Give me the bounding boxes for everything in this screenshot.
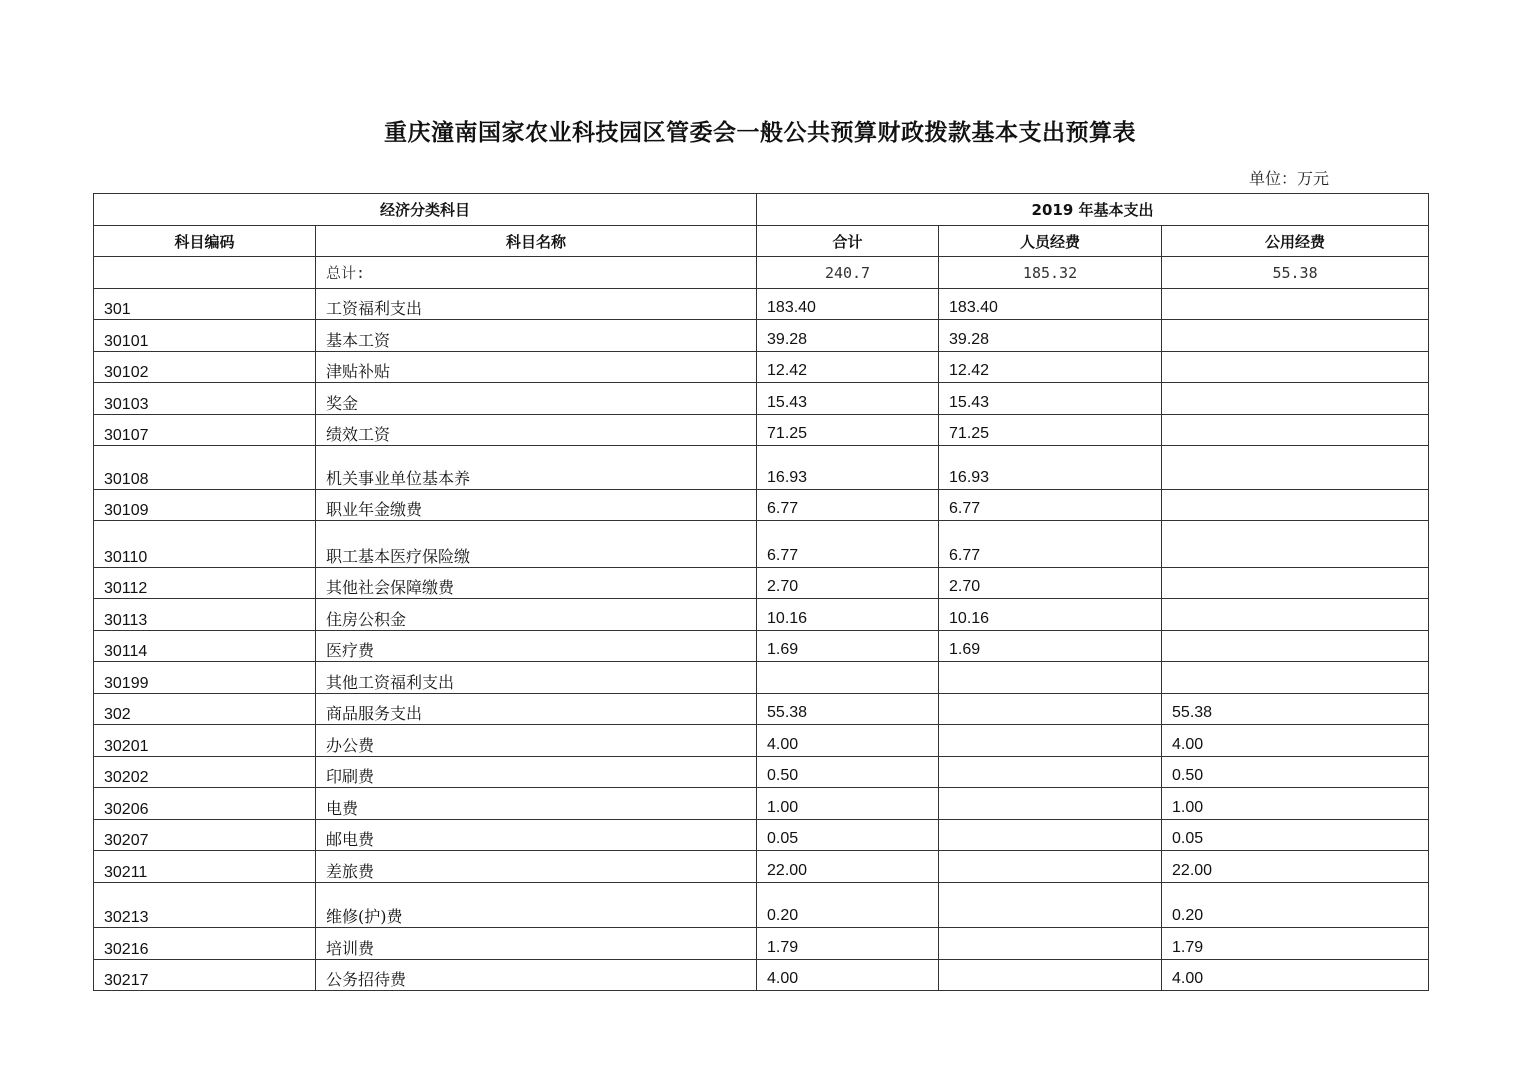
row-code: 30207 — [94, 820, 316, 851]
row-name: 绩效工资 — [316, 415, 757, 446]
row-name: 津贴补贴 — [316, 352, 757, 383]
row-personnel — [939, 694, 1162, 725]
row-public: 22.00 — [1162, 851, 1429, 883]
table-row — [94, 851, 1429, 883]
row-public: 55.38 — [1162, 694, 1429, 725]
header-total: 合计 — [757, 226, 939, 257]
row-personnel: 10.16 — [939, 599, 1162, 631]
row-name: 维修(护)费 — [316, 883, 757, 928]
row-code: 30199 — [94, 662, 316, 694]
column-header-row — [94, 226, 1429, 257]
table-row — [94, 446, 1429, 490]
table-row — [94, 788, 1429, 820]
row-code: 30201 — [94, 725, 316, 757]
row-personnel: 1.69 — [939, 631, 1162, 662]
row-personnel — [939, 960, 1162, 991]
row-total: 2.70 — [757, 568, 939, 599]
header-code: 科目编码 — [94, 226, 316, 257]
table-row — [94, 568, 1429, 599]
row-total: 0.05 — [757, 820, 939, 851]
row-total: 10.16 — [757, 599, 939, 631]
row-name: 基本工资 — [316, 320, 757, 352]
row-public — [1162, 631, 1429, 662]
row-code: 30211 — [94, 851, 316, 883]
row-code: 30213 — [94, 883, 316, 928]
total-amount: 240.7 — [757, 257, 939, 289]
table-row — [94, 960, 1429, 991]
table-row — [94, 490, 1429, 521]
row-total: 0.50 — [757, 757, 939, 788]
row-code: 30101 — [94, 320, 316, 352]
row-public: 0.05 — [1162, 820, 1429, 851]
row-name: 工资福利支出 — [316, 289, 757, 320]
row-personnel — [939, 788, 1162, 820]
row-code: 30217 — [94, 960, 316, 991]
row-code: 30202 — [94, 757, 316, 788]
table-row — [94, 662, 1429, 694]
row-public — [1162, 446, 1429, 490]
table-row — [94, 883, 1429, 928]
row-total: 16.93 — [757, 446, 939, 490]
table-row — [94, 757, 1429, 788]
table-row — [94, 694, 1429, 725]
row-code: 30216 — [94, 928, 316, 960]
row-personnel: 71.25 — [939, 415, 1162, 446]
row-public — [1162, 599, 1429, 631]
row-code: 302 — [94, 694, 316, 725]
row-public: 0.20 — [1162, 883, 1429, 928]
row-personnel: 6.77 — [939, 490, 1162, 521]
row-personnel — [939, 851, 1162, 883]
row-personnel: 2.70 — [939, 568, 1162, 599]
row-code: 30109 — [94, 490, 316, 521]
row-total: 6.77 — [757, 490, 939, 521]
group-header-row — [94, 194, 1429, 226]
row-personnel — [939, 883, 1162, 928]
table-row — [94, 820, 1429, 851]
row-code: 301 — [94, 289, 316, 320]
row-total — [757, 662, 939, 694]
row-code: 30112 — [94, 568, 316, 599]
row-code: 30108 — [94, 446, 316, 490]
table-row — [94, 383, 1429, 415]
total-row — [94, 257, 1429, 289]
row-public — [1162, 352, 1429, 383]
row-name: 机关事业单位基本养 — [316, 446, 757, 490]
row-name: 培训费 — [316, 928, 757, 960]
row-total: 6.77 — [757, 521, 939, 568]
row-personnel: 16.93 — [939, 446, 1162, 490]
table-row — [94, 415, 1429, 446]
row-code: 30114 — [94, 631, 316, 662]
row-total: 15.43 — [757, 383, 939, 415]
row-public: 4.00 — [1162, 960, 1429, 991]
row-public — [1162, 662, 1429, 694]
row-code: 30102 — [94, 352, 316, 383]
total-public: 55.38 — [1162, 257, 1429, 289]
row-total: 1.69 — [757, 631, 939, 662]
row-public — [1162, 289, 1429, 320]
row-name: 其他社会保障缴费 — [316, 568, 757, 599]
page-title: 重庆潼南国家农业科技园区管委会一般公共预算财政拨款基本支出预算表 — [384, 120, 1136, 146]
table-row — [94, 320, 1429, 352]
row-name: 奖金 — [316, 383, 757, 415]
table-row — [94, 599, 1429, 631]
row-name: 职业年金缴费 — [316, 490, 757, 521]
total-label: 总计: — [316, 257, 757, 289]
row-personnel: 6.77 — [939, 521, 1162, 568]
row-name: 住房公积金 — [316, 599, 757, 631]
row-public: 1.00 — [1162, 788, 1429, 820]
table-row — [94, 521, 1429, 568]
row-code: 30110 — [94, 521, 316, 568]
row-personnel — [939, 928, 1162, 960]
row-total: 0.20 — [757, 883, 939, 928]
row-name: 其他工资福利支出 — [316, 662, 757, 694]
row-name: 商品服务支出 — [316, 694, 757, 725]
table-row — [94, 928, 1429, 960]
row-total: 1.79 — [757, 928, 939, 960]
row-public: 1.79 — [1162, 928, 1429, 960]
row-personnel: 39.28 — [939, 320, 1162, 352]
row-total: 12.42 — [757, 352, 939, 383]
unit-label: 单位：万元 — [1249, 169, 1330, 188]
row-name: 差旅费 — [316, 851, 757, 883]
row-public: 0.50 — [1162, 757, 1429, 788]
header-name: 科目名称 — [316, 226, 757, 257]
total-personnel: 185.32 — [939, 257, 1162, 289]
total-code-cell — [94, 257, 316, 289]
row-total: 4.00 — [757, 960, 939, 991]
row-name: 印刷费 — [316, 757, 757, 788]
row-public — [1162, 383, 1429, 415]
table-row — [94, 289, 1429, 320]
row-total: 71.25 — [757, 415, 939, 446]
row-personnel — [939, 725, 1162, 757]
header-personnel: 人员经费 — [939, 226, 1162, 257]
budget-table — [93, 193, 1429, 991]
row-personnel — [939, 662, 1162, 694]
row-total: 4.00 — [757, 725, 939, 757]
row-total: 1.00 — [757, 788, 939, 820]
row-public — [1162, 568, 1429, 599]
row-code: 30103 — [94, 383, 316, 415]
header-basic-expenditure: 2019 年基本支出 — [757, 194, 1429, 226]
row-public — [1162, 320, 1429, 352]
row-personnel: 12.42 — [939, 352, 1162, 383]
row-code: 30206 — [94, 788, 316, 820]
table-row — [94, 352, 1429, 383]
row-total: 22.00 — [757, 851, 939, 883]
row-name: 公务招待费 — [316, 960, 757, 991]
row-name: 职工基本医疗保险缴 — [316, 521, 757, 568]
header-classification: 经济分类科目 — [94, 194, 757, 226]
row-personnel — [939, 820, 1162, 851]
row-total: 55.38 — [757, 694, 939, 725]
row-personnel: 183.40 — [939, 289, 1162, 320]
row-total: 183.40 — [757, 289, 939, 320]
table-row — [94, 725, 1429, 757]
row-total: 39.28 — [757, 320, 939, 352]
row-name: 办公费 — [316, 725, 757, 757]
row-personnel: 15.43 — [939, 383, 1162, 415]
row-name: 邮电费 — [316, 820, 757, 851]
row-public: 4.00 — [1162, 725, 1429, 757]
row-name: 电费 — [316, 788, 757, 820]
row-public — [1162, 415, 1429, 446]
row-code: 30113 — [94, 599, 316, 631]
row-public — [1162, 490, 1429, 521]
table-row — [94, 631, 1429, 662]
row-personnel — [939, 757, 1162, 788]
row-name: 医疗费 — [316, 631, 757, 662]
row-code: 30107 — [94, 415, 316, 446]
row-public — [1162, 521, 1429, 568]
header-public: 公用经费 — [1162, 226, 1429, 257]
